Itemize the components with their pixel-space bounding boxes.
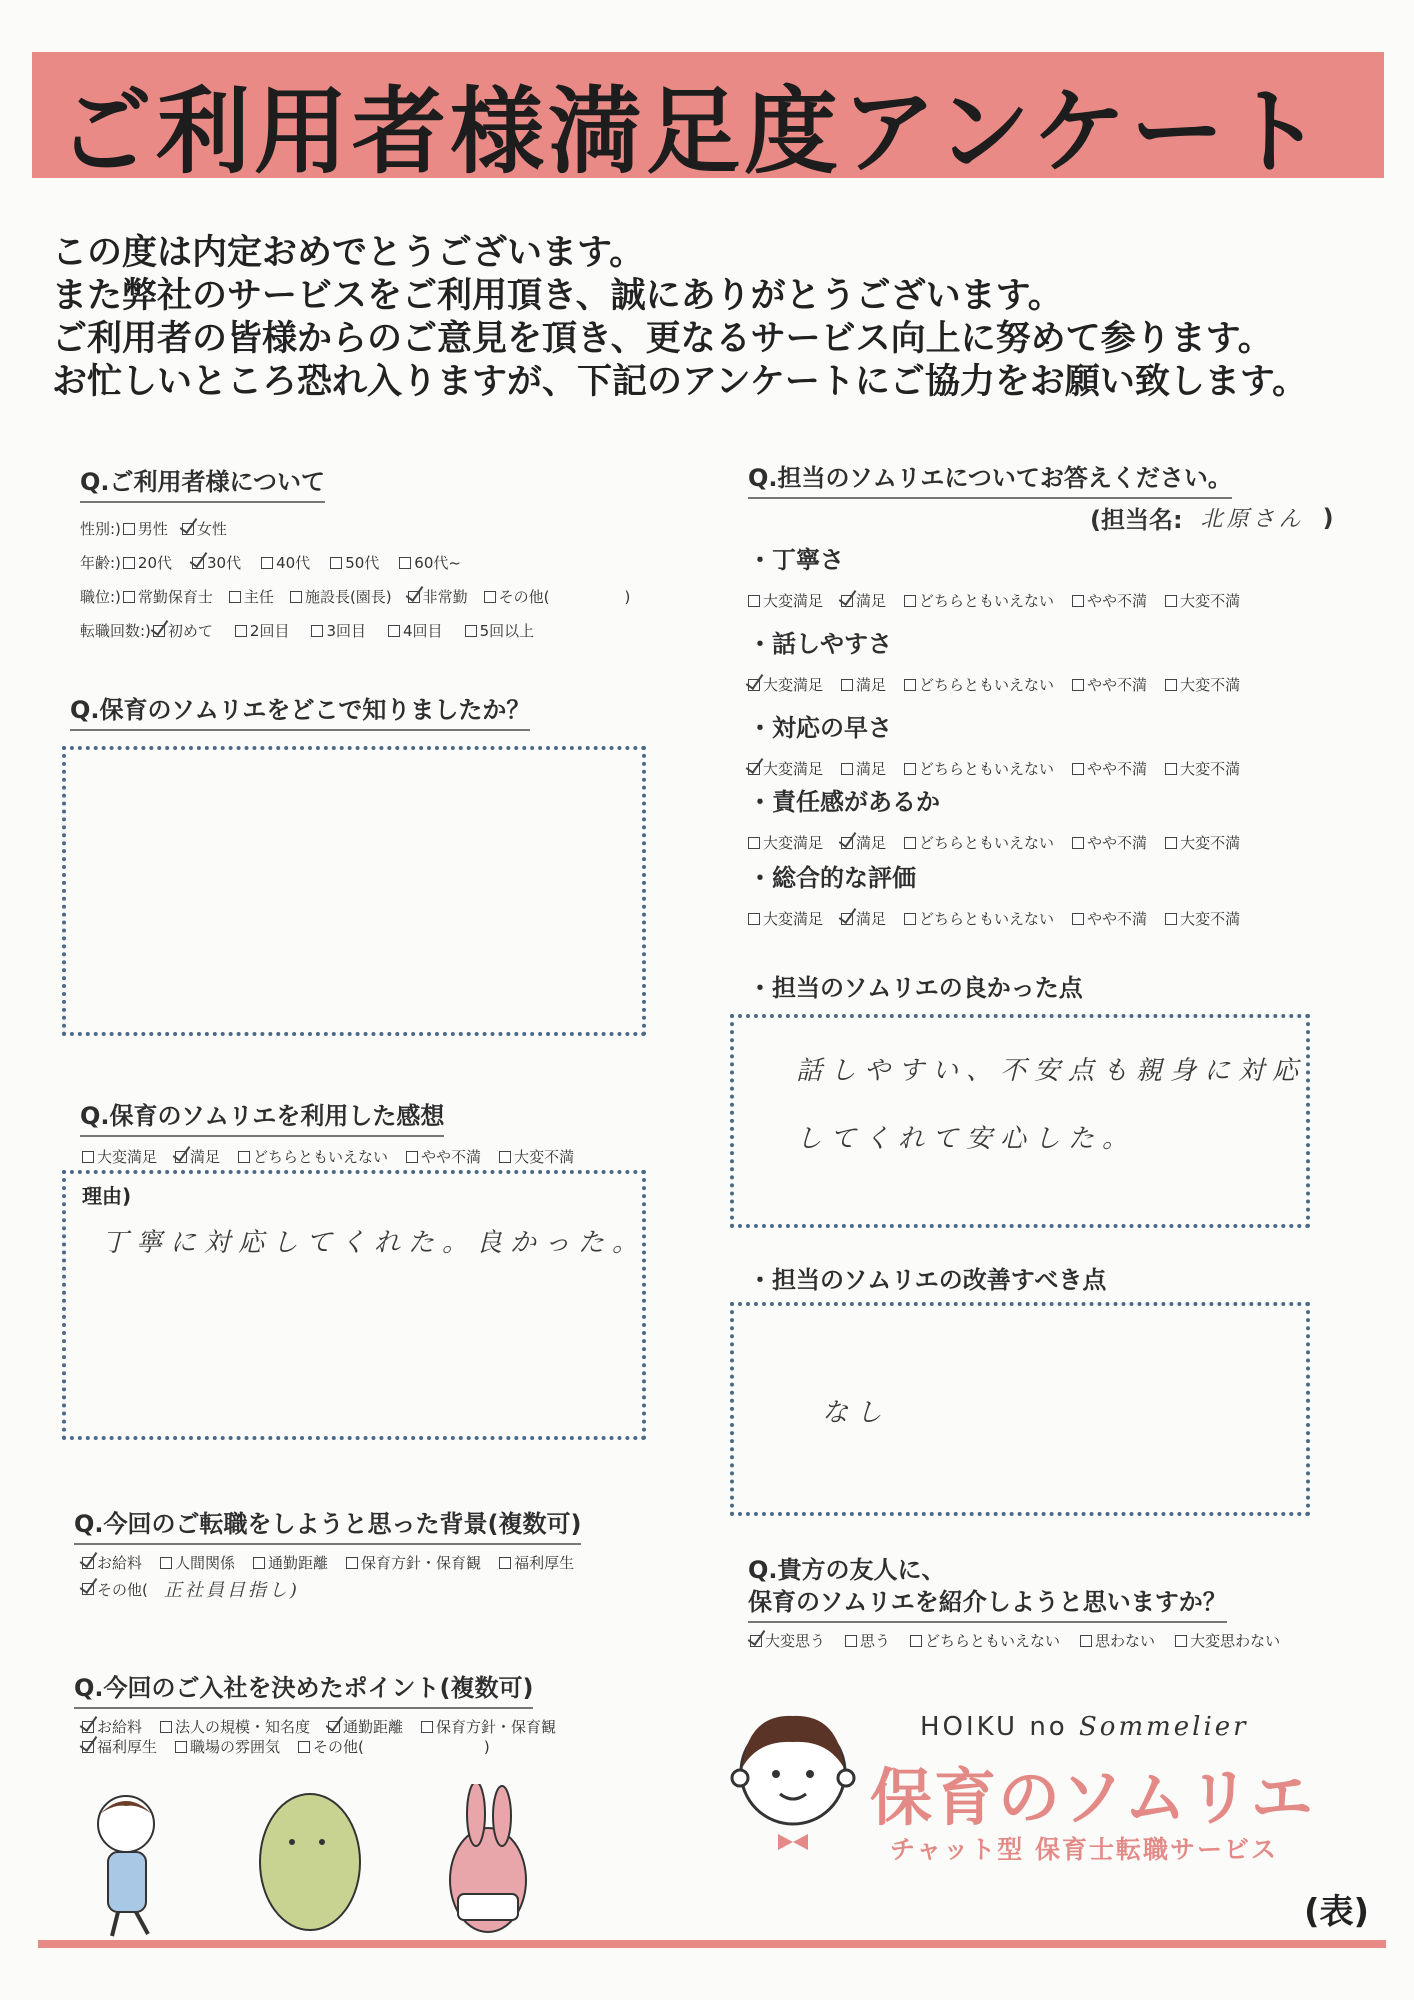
background-other [82, 1576, 300, 1602]
logo-japanese: 保育のソムリエ [870, 1761, 1315, 1834]
option-item[interactable] [841, 758, 886, 779]
checkbox[interactable] [1165, 913, 1177, 925]
option-label: 大変不満 [1180, 676, 1241, 694]
option-item[interactable] [82, 1146, 157, 1167]
rating-item-scale [748, 832, 1258, 853]
option-label: どちらともいえない [919, 760, 1055, 778]
option-label: 50代 [345, 554, 380, 572]
rating-item-scale [748, 674, 1258, 695]
option-label: 主任 [243, 588, 274, 606]
option-item[interactable] [160, 1716, 310, 1737]
option-item[interactable] [175, 1146, 220, 1167]
rating-item-label: ・対応の早さ [748, 714, 892, 742]
logo-english-prefix: HOIKU no [920, 1712, 1079, 1742]
checkbox[interactable] [748, 913, 760, 925]
about-heading: Q.ご利用者様について [80, 462, 325, 503]
rating-item-label: ・責任感があるか [748, 788, 940, 816]
person-close: ) [1322, 503, 1334, 532]
checkbox[interactable] [1072, 595, 1084, 607]
option-item[interactable] [406, 1146, 481, 1167]
logo-english [920, 1712, 1249, 1742]
improve-answer: なし [822, 1398, 891, 1428]
option-item[interactable] [238, 1146, 388, 1167]
checkbox[interactable] [1165, 763, 1177, 775]
checkbox[interactable] [82, 1151, 94, 1163]
option-item[interactable] [1165, 908, 1240, 929]
option-label: 思わない [1095, 1632, 1156, 1650]
option-label: 大変満足 [763, 910, 824, 928]
checkbox[interactable] [465, 625, 477, 637]
recommend-heading-line1: Q.貴方の友人に、 [748, 1556, 946, 1584]
checkbox[interactable] [1072, 763, 1084, 775]
rating-item-scale [748, 758, 1258, 779]
checkbox[interactable] [82, 1557, 94, 1569]
option-label: 通勤距離 [268, 1554, 329, 1572]
good-points-heading: ・担当のソムリエの良かった点 [748, 974, 1083, 1002]
checkbox[interactable] [311, 625, 323, 637]
option-label: 60代~ [414, 554, 461, 572]
option-label: 満足 [856, 592, 887, 610]
option-item[interactable] [1165, 758, 1240, 779]
option-label: どちらともいえない [919, 676, 1055, 694]
age-row [80, 552, 481, 573]
rating-item-scale [748, 590, 1258, 611]
intro-line: また弊社のサービスをご利用頂き、誠にありがとうございます。 [52, 276, 1063, 316]
option-item[interactable] [408, 586, 468, 607]
checkbox[interactable] [1165, 679, 1177, 691]
mascot-illustrations [78, 1784, 598, 1944]
option-label: お給料 [97, 1554, 143, 1572]
checkbox[interactable] [845, 1635, 857, 1647]
option-label: 福利厚生 [514, 1554, 575, 1572]
option-item[interactable] [346, 1552, 481, 1573]
checkbox[interactable] [238, 1151, 250, 1163]
option-label: 満足 [856, 834, 887, 852]
option-item[interactable] [1072, 674, 1147, 695]
row-label: 職位:) [80, 588, 121, 606]
option-label: 大変不満 [514, 1148, 575, 1166]
sommelier-heading: Q.担当のソムリエについてお答えください。 [748, 458, 1232, 499]
background-other-checkbox[interactable] [82, 1583, 94, 1595]
checkbox[interactable] [346, 1557, 358, 1569]
checkbox[interactable] [904, 595, 916, 607]
good-points-line1: 話しやすい、不安点も親身に対応 [796, 1056, 1307, 1086]
changes-row [80, 620, 556, 641]
checkbox[interactable] [123, 591, 135, 603]
option-label: 非常勤 [422, 588, 468, 606]
option-item[interactable] [484, 586, 631, 607]
option-item[interactable] [1165, 832, 1240, 853]
option-label: お給料 [97, 1718, 143, 1736]
checkbox[interactable] [160, 1557, 172, 1569]
option-label: どちらともいえない [925, 1632, 1061, 1650]
option-item[interactable] [1080, 1630, 1155, 1651]
option-item[interactable] [499, 1146, 574, 1167]
background-other-label: その他( [97, 1580, 148, 1599]
option-item[interactable] [1165, 674, 1240, 695]
option-item[interactable] [421, 1716, 556, 1737]
checkbox[interactable] [841, 679, 853, 691]
checkbox[interactable] [153, 625, 165, 637]
where-known-heading: Q.保育のソムリエをどこで知りましたか？ [70, 690, 530, 731]
option-label: 施設長(園長) [304, 588, 392, 606]
option-label: 4回目 [403, 622, 443, 640]
option-item[interactable] [123, 552, 172, 573]
checkbox[interactable] [175, 1151, 187, 1163]
person-row [1090, 500, 1334, 535]
option-label: 大変不満 [1180, 760, 1241, 778]
option-item[interactable] [748, 674, 823, 695]
option-item[interactable] [182, 518, 227, 539]
option-label: 常勤保育士 [137, 588, 213, 606]
option-label: 満足 [856, 910, 887, 928]
option-label: 職場の雰囲気 [190, 1738, 281, 1756]
checkbox[interactable] [1080, 1635, 1092, 1647]
impression-reason-box[interactable] [62, 1170, 646, 1440]
option-item[interactable] [904, 758, 1054, 779]
option-label: 大変満足 [763, 592, 824, 610]
impression-options [82, 1146, 592, 1167]
option-label: 法人の規模・知名度 [175, 1718, 311, 1736]
option-label: 大変満足 [763, 834, 824, 852]
option-item[interactable] [330, 552, 379, 573]
option-label: 大変満足 [97, 1148, 158, 1166]
row-label: 年齢:) [80, 554, 121, 572]
checkbox[interactable] [841, 595, 853, 607]
rabbit-character [450, 1784, 526, 1932]
checkbox[interactable] [499, 1151, 511, 1163]
page-side-mark: (表) [1304, 1892, 1370, 1932]
checkbox[interactable] [904, 837, 916, 849]
option-label: 40代 [276, 554, 311, 572]
option-item[interactable] [153, 620, 213, 641]
option-item[interactable] [750, 1630, 825, 1651]
option-label: 満足 [856, 760, 887, 778]
option-item[interactable] [399, 552, 461, 573]
option-label: 女性 [196, 520, 227, 538]
logo-face-icon [728, 1706, 858, 1856]
checkbox[interactable] [330, 557, 342, 569]
checkbox[interactable] [1072, 913, 1084, 925]
checkbox[interactable] [388, 625, 400, 637]
option-item[interactable] [1165, 590, 1240, 611]
option-item[interactable] [261, 552, 310, 573]
option-label: 大変満足 [763, 676, 824, 694]
option-label: やや不満 [1087, 592, 1148, 610]
checkbox[interactable] [421, 1721, 433, 1733]
option-label: 満足 [856, 676, 887, 694]
checkbox[interactable] [399, 557, 411, 569]
checkbox[interactable] [1072, 837, 1084, 849]
person-name: 北原さん [1200, 507, 1305, 532]
option-item[interactable] [82, 1552, 142, 1573]
checkbox[interactable] [748, 763, 760, 775]
checkbox[interactable] [841, 763, 853, 775]
impression-heading: Q.保育のソムリエを利用した感想 [80, 1096, 444, 1137]
option-label: やや不満 [1087, 834, 1148, 852]
option-label: 初めて [167, 622, 213, 640]
option-item[interactable] [904, 590, 1054, 611]
option-label: 30代 [207, 554, 242, 572]
checkbox[interactable] [910, 1635, 922, 1647]
option-label: やや不満 [1087, 910, 1148, 928]
checkbox[interactable] [1165, 595, 1177, 607]
option-label: 満足 [190, 1148, 221, 1166]
checkbox[interactable] [904, 913, 916, 925]
checkbox[interactable] [123, 557, 135, 569]
background-options [82, 1552, 592, 1573]
intro-line: お忙しいところ恐れ入りますが、下記のアンケートにご協力をお願い致します。 [52, 362, 1308, 402]
option-label: 大変不満 [1180, 834, 1241, 852]
option-label: 3回目 [326, 622, 367, 640]
option-item[interactable] [499, 1552, 574, 1573]
bottom-accent-bar [38, 1940, 1386, 1948]
option-label: 思う [860, 1632, 891, 1650]
checkbox[interactable] [748, 837, 760, 849]
option-item[interactable] [311, 620, 366, 641]
option-label: 人間関係 [175, 1554, 236, 1572]
checkbox[interactable] [261, 557, 273, 569]
where-known-answer-box[interactable] [62, 746, 646, 1036]
option-label: やや不満 [1087, 676, 1148, 694]
option-item[interactable] [1072, 832, 1147, 853]
option-label: その他( ) [313, 1738, 490, 1756]
logo-tagline: チャット型 保育士転職サービス [890, 1835, 1278, 1864]
intro-line: ご利用者の皆様からのご意見を頂き、更なるサービス向上に努めて参ります。 [52, 319, 1273, 359]
checkbox[interactable] [499, 1557, 511, 1569]
checkbox[interactable] [1072, 679, 1084, 691]
option-label: やや不満 [1087, 760, 1148, 778]
gender-row [80, 518, 241, 539]
checkbox[interactable] [290, 591, 302, 603]
checkbox[interactable] [123, 523, 135, 535]
checkbox[interactable] [1165, 837, 1177, 849]
checkbox[interactable] [82, 1741, 94, 1753]
option-label: どちらともいえない [253, 1148, 389, 1166]
option-label: どちらともいえない [919, 592, 1055, 610]
job-row [80, 586, 646, 607]
intro-line: この度は内定おめでとうございます。 [52, 233, 645, 273]
checkbox[interactable] [235, 625, 247, 637]
option-item[interactable] [328, 1716, 403, 1737]
option-item[interactable] [748, 832, 823, 853]
option-item[interactable] [748, 758, 823, 779]
deciding-row2 [82, 1736, 508, 1757]
option-item[interactable] [748, 908, 823, 929]
option-item[interactable] [465, 620, 535, 641]
checkbox[interactable] [298, 1741, 310, 1753]
option-label: 大変不満 [1180, 592, 1241, 610]
option-item[interactable] [298, 1736, 490, 1757]
checkbox[interactable] [229, 591, 241, 603]
checkbox[interactable] [160, 1721, 172, 1733]
deciding-heading: Q.今回のご入社を決めたポイント(複数可) [74, 1668, 533, 1709]
checkbox[interactable] [82, 1721, 94, 1733]
bean-character [260, 1794, 360, 1930]
option-item[interactable] [841, 674, 886, 695]
option-item[interactable] [1072, 590, 1147, 611]
option-item[interactable] [1072, 758, 1147, 779]
checkbox[interactable] [406, 1151, 418, 1163]
checkbox[interactable] [1175, 1635, 1187, 1647]
option-item[interactable] [904, 674, 1054, 695]
option-item[interactable] [748, 590, 823, 611]
intro-text [52, 232, 1307, 404]
background-other-value: 正社員目指し) [163, 1580, 300, 1601]
option-item[interactable] [253, 1552, 328, 1573]
option-item[interactable] [290, 586, 392, 607]
option-item[interactable] [235, 620, 290, 641]
checkbox[interactable] [748, 595, 760, 607]
row-label: 転職回数:) [80, 622, 151, 640]
recommend-options [750, 1630, 1300, 1651]
option-label: 保育方針・保育観 [361, 1554, 482, 1572]
checkbox[interactable] [841, 837, 853, 849]
row-label: 性別:) [80, 520, 121, 538]
option-item[interactable] [841, 590, 886, 611]
option-label: その他( ) [498, 588, 631, 606]
option-item[interactable] [229, 586, 274, 607]
option-item[interactable] [123, 586, 213, 607]
person-label: (担当名: [1090, 506, 1183, 534]
option-label: 5回以上 [479, 622, 535, 640]
option-label: 2回目 [249, 622, 290, 640]
checkbox[interactable] [841, 913, 853, 925]
rating-item-scale [748, 908, 1258, 929]
deciding-row1 [82, 1716, 574, 1737]
option-item[interactable] [910, 1630, 1060, 1651]
option-label: 福利厚生 [97, 1738, 158, 1756]
checkbox[interactable] [328, 1721, 340, 1733]
checkbox[interactable] [253, 1557, 265, 1569]
option-label: 大変思わない [1190, 1632, 1281, 1650]
option-item[interactable] [841, 832, 886, 853]
checkbox[interactable] [904, 763, 916, 775]
option-item[interactable] [1072, 908, 1147, 929]
checkbox[interactable] [182, 523, 194, 535]
checkbox[interactable] [175, 1741, 187, 1753]
option-label: やや不満 [421, 1148, 482, 1166]
option-label: 大変不満 [1180, 910, 1241, 928]
option-item[interactable] [904, 832, 1054, 853]
improve-box[interactable] [730, 1302, 1310, 1516]
checkbox[interactable] [748, 679, 760, 691]
option-item[interactable] [1175, 1630, 1280, 1651]
background-heading: Q.今回のご転職をしようと思った背景(複数可) [74, 1504, 581, 1545]
logo-english-script: Sommelier [1078, 1712, 1249, 1742]
option-item[interactable] [388, 620, 443, 641]
option-label: 保育方針・保育観 [436, 1718, 557, 1736]
boy-character [98, 1796, 154, 1936]
option-label: 通勤距離 [343, 1718, 404, 1736]
option-label: 20代 [137, 554, 172, 572]
good-points-line2: してくれて安心した。 [796, 1124, 1137, 1154]
option-item[interactable] [175, 1736, 280, 1757]
option-item[interactable] [82, 1736, 157, 1757]
option-item[interactable] [160, 1552, 235, 1573]
improve-heading: ・担当のソムリエの改善すべき点 [748, 1266, 1107, 1294]
option-item[interactable] [192, 552, 241, 573]
option-label: どちらともいえない [919, 910, 1055, 928]
option-label: どちらともいえない [919, 834, 1055, 852]
impression-reason-text: 丁寧に対応してくれた。良かった。 [102, 1228, 647, 1258]
option-label: 大変満足 [763, 760, 824, 778]
page-title: ご利用者様満足度アンケート [58, 78, 1327, 187]
rating-item-label: ・丁寧さ [748, 546, 844, 574]
option-item[interactable] [845, 1630, 890, 1651]
option-item[interactable] [904, 908, 1054, 929]
option-item[interactable] [841, 908, 886, 929]
checkbox[interactable] [904, 679, 916, 691]
option-label: 大変思う [765, 1632, 826, 1650]
checkbox[interactable] [750, 1635, 762, 1647]
reason-label: 理由) [82, 1184, 132, 1208]
rating-item-label: ・話しやすさ [748, 630, 892, 658]
checkbox[interactable] [408, 591, 420, 603]
rating-item-label: ・総合的な評価 [748, 864, 916, 892]
checkbox[interactable] [192, 557, 204, 569]
option-item[interactable] [123, 518, 168, 539]
checkbox[interactable] [484, 591, 496, 603]
option-label: 男性 [137, 520, 168, 538]
recommend-heading-line2: 保育のソムリエを紹介しようと思いますか？ [748, 1582, 1227, 1623]
